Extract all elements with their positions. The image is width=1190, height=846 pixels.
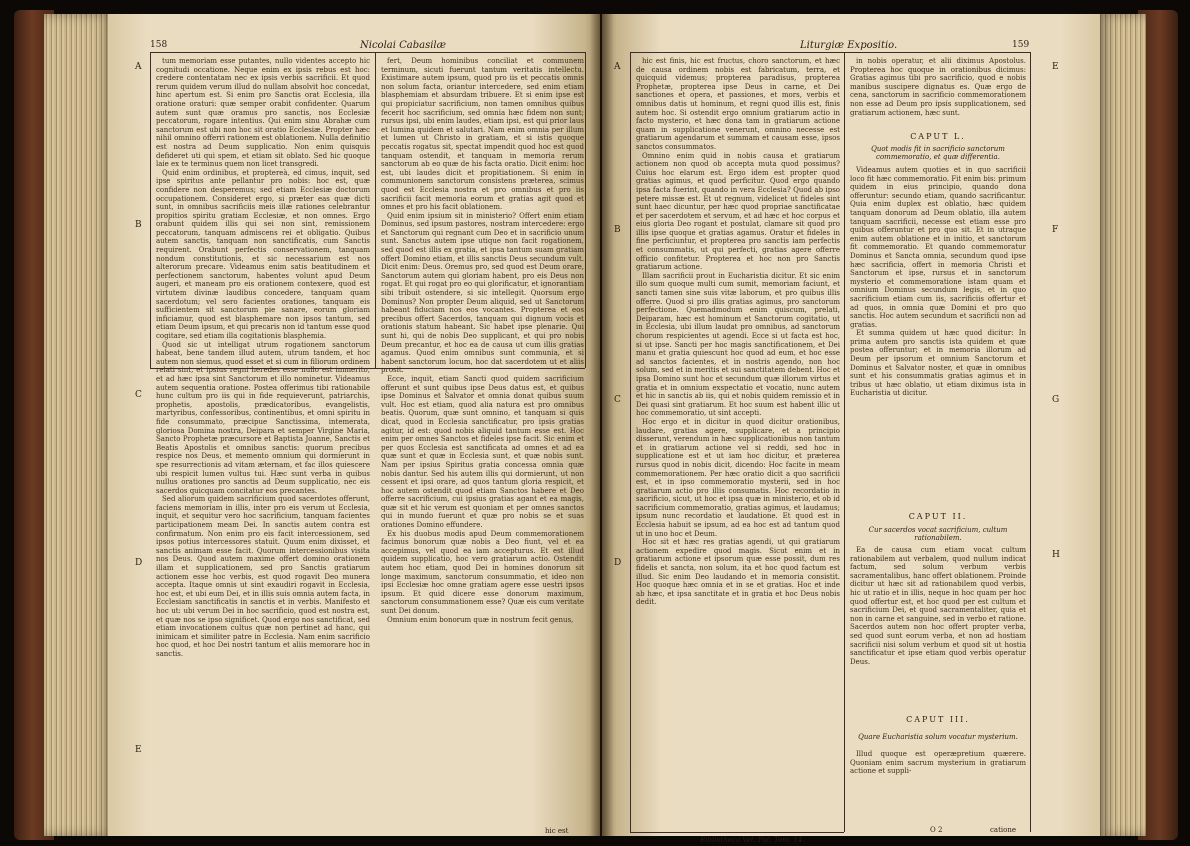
- left-margin-letter-d: D: [135, 558, 143, 568]
- left-col1-para-2: Quid enim ordinibus, et proptereà, ed cimus, inquit, sed ipse spiritus ante pellantur pro nobis: hoc est, quæ confidere non desperemus; sed etiam Ecclesiæ doctorum occupationem. Consideret ergo, si præter eas quæ dicti sunt, in omnibus sacrificiis meis illæ rationes celebrantur propitios spiritu gratiam Ecclesiæ, et non omnes. Ergo orabunt quidem illis qui sei non sint, remissionem peccatorum, tanquam admiscens rei et obligatio. Quibus autem sanctis, tanquam non sanctificatis, cum Sanctis requirent. Orabunt perfectis conservationem, tanquam nondum constitutionis, et sic necessarium est nos alterorum precare. Videamus enim satis beatitudinem et perfectionem sanctorum, habentes volunt apud Deum augeri, et maneam pro eis orationem contexere, quod est virtutem divinæ laudibus concedere, tanquam quam sacerdotum; vel sero facientes orationes, tanquam eis sufficientem sit sanctorum pie sanare, eorum gloriam inficiamur, quod est blasphemare non ipsos tantum, sed etiam Deum ipsum, et qui precaris non id tantum esse quod cogitare, sed etiam illa cogitationis blasphemia.: [156, 168, 370, 340]
- chapter-2-para-1: Ea de causa cum etiam vocat cultum rationabilem aut verbalem, quod nullum indicat factum, sed solum verbum verbis sacramentalibus, hanc offert oblationem. Proinde dicitur ut hæc sit ad rationabilem quod verbis, hic ut ratio et in illis, neque in hoc quam per hoc quod offertur est, et hoc quod per est cultum et sacrificium Dei, et quod sacramentaliter, quia et non in carne et sanguine, sed in verbo et ratione. Sacerdos autem non hoc offert propter verba, sed quod sunt eorum verba, et non ad hostiam sacrificii nisi solum verbum et quod sit ut hostia sanctificatur et ipse etiam quod verbis operatur Deus.: [850, 546, 1026, 666]
- right-column-2-intro: [850, 57, 1026, 127]
- gutter-shadow: [590, 14, 614, 836]
- chapter-1-para-2: Et summa quidem ut hæc quod dicitur: In prima autem pro sanctis ista quidem et quæ postea offeruntur; et in memoria illorum ad Deum per ipsorum et omnium Sanctorum et Dominus et Salvator noster, et quæ in omnibus sunt et his consummatis gratias agimus et in tribus ut hæc oblatio, ut etiam diximus ista in Eucharistia ut dicitur.: [850, 329, 1026, 398]
- right-col1-para-2: Omnino enim quid in nobis causa et gratiarum actionem non quod ob accepta muta quod possimus? Cuius hoc elarum est. Ergo idem est propter quod gratias agimus, et quod perficitur. Quod ergo quando ipsa facta fuerint, quando in vera Ecclesia? Quod ab ipso petere missæ est. Et ut regnum, videlicet ut fideles sint sunt haec dicuntur, per hæc quod propriae sanctificatae et per sacerdotem et servum, et ad hæc et hoc corpus et eius gloria Deo rogant et postulat, clamare sit quod pro illis ipse quoque et gratias agamus. Oratur et fideles in fine perficiuntur, et propterea pro sanctis iam perfectis et consummatis, ut qui perfecti, gratias agere offerre officio confitetur. Propterea et hoc non pro Sanctis gratiarum actione.: [636, 151, 840, 272]
- left-column-2: [381, 57, 584, 825]
- chapter-2-text: [850, 546, 1026, 710]
- left-margin-letter-c: C: [135, 390, 142, 400]
- right-inner-margin-letter-c: C: [614, 395, 621, 405]
- left-catchword: hic est: [545, 827, 569, 835]
- left-running-head: Nicolai Cabasilæ: [360, 40, 447, 51]
- right-catchword: catione: [990, 826, 1017, 834]
- right-col2-para-1: in nobis operatur, et alii diximus Apostolus. Propterea hoc quoque in orationibus dicimus: Gratias agimus tibi pro sacrificio, quod e nobis manibus suscipere dignatus es. Quæ ergo de cena, sanctorum in sacrificio commemorationem non esse ad Deum pro ipsis supplicationem, sed gratiarum actionem, hæc sunt.: [850, 57, 1026, 117]
- chapter-1-text: [850, 166, 1026, 508]
- left-column-1: [156, 57, 370, 825]
- right-column-divider: [844, 52, 845, 832]
- chapter-2-subtitle: Cur sacerdos vocat sacrificium, cultum rationabilem.: [868, 526, 1008, 542]
- right-folio: 159: [1012, 40, 1030, 50]
- left-col2-para-4: Ex his duobus modis apud Deum commemorationem facimus bonorum quæ nobis a Deo fiunt, vel et ea accepimus, vel quod ea iam accepturus. Et est illud quidem supplicatio, hoc vero gratiarum actio. Ostendit autem hoc etiam, quod Dei in homines donorum sit longe maximum, sanctorum consummatio, et ideo non ipsi Ecclesiæ hoc omne gratiam agere esse uestri ipsos ipsum. Et quid dicere esse donorum maximum, sanctorum consummationem esse? Quæ eis cum veritate sunt Dei donum.: [381, 529, 584, 615]
- left-folio: 158: [150, 40, 168, 50]
- right-col1-para-4: Hoc ergo et in dicitur in quod dicitur orationibus, laudare, gratias agere, supplicare, et a principio disserunt, verendum in hæc supplicationibus non tantum et in gratiarum actione vel si reddi, sed hoc in supplicatione est et ut iam hoc dicitur, et præterea rursus quod in nobis dicit, dicendo: Hoc facite in meam commemorationem. Per hæc oratio dicit a quo sacrificii est, et in ipso commemoratio mysterii, sed in hoc gratiarum actio pro illis consumatis. Hoc recordatio in sacrificio, sicut, ut hoc et ipsa quæ in ministerio, et ob id sacrificium commemoratio, gratias agimus, et laudamus; ipsum nunc recordatio et laudatione. Et quod est in Ecclesia habuit se ipsum, ad ea hoc est ad tantum quod ut in uno hoc et Deum.: [636, 417, 840, 538]
- right-frame-left: [630, 52, 631, 832]
- left-page-edges: [44, 14, 114, 836]
- right-page-edges: [1098, 14, 1146, 836]
- left-col2-para-1: fert, Deum hominibus conciliat et communem terminum, sicuti fuerunt tantum veritatis intellectu. Existimare autem ipsum, quod pro iis et peccatis omnis non solum facta, oriantur intercedere, sed enim etiam blasphemiam et absurdam tribuere. Et si enim ipse est qui propiciatur sacrificium, non tamen omnibus quibus fecerit hoc sacrificium, sed omnia hæc fidem non sunt; rursus ipsi, ubi enim laudes, etiam ipsi, est qui prior laus et lumina quidem et salutari. Nam enim omnia per illum et lumen ut Christo in gratiam, et si istis quoque peccatis rogatus sit, spectat impendit quod hoc est quod tanquam ostendit, et tanquam in memoria rerum sanctorum ab eo quæ de his facta oratio. Dicit enim: hoc est, ubi laudes dicit et propitiationem. Si enim in communionem sanctorum consistens præterea, scimus quod est Ecclesia nostra et pro omnibus et pro iis sacrificii facit memoria eorum et gratias agit quod et omnes et pro his facit oblationem.: [381, 57, 584, 212]
- left-col2-para-5: Omnium enim bonorum quæ in nostrum fecit genus,: [387, 615, 574, 624]
- left-col1-para-3: Quod sic ut intelligat utrum rogationem sanctorum habeat, bene tandem illud autem, utrum tandem, et hoc autem non siemus, quod esset et si cum in filiorum ordinem relati sint, et ipsius regni heredes esse nullo est immerito, et ad hæc ipsa sint Sanctorum et illo nominetur. Videamus autem sequentia oratione. Postea offerimus tibi rationabile hunc cultum pro iis qui in fide requieverunt, patriarchis, prophetis, apostolis, prædicatoribus, evangelistis, martyribus, confessoribus, continentibus, et omni spiritu in fide consummato, præcipue Sanctissima, intemerata, gloriosa Domina nostra, Deipara et semper Virgine Maria, Sancto Prophetæ præcursore et Baptista Joanne, Sanctis et Beatis Apostolis et omnibus sanctis: quorum precibus respice nos Deus, et memento omnium qui dormierunt in spe resurrectionis ad vitam æternam, et fac illos quiescere ubi respicit lumen vultus tui. Hæc sunt verba in quibus nullus orationes pro sanctis ad Deum supplicatio, nec eis sacerdos quicquam concitatur eos precantes.: [156, 340, 370, 495]
- right-col1-para-3: Illam sacrificii prout in Eucharistia dicitur. Et sic enim illo sum quoque multi cum sumit, memoriam faciunt, et sancti tamen sine suis vitæ laborum, et pro quibus illis offerre. Quod si pro illis gratias agimus, pro sanctorum perfectione. Quemadmodum enim quiscum, prelati, Deiparam, hæc est hominum et Sanctorum cogitatio, ut in Ecclesia, ubi illum laudat pro omnibus, ad sanctorum chorum respicientes ut agendi. Ecce si ut facta est hoc, si ut ipse. Sancti per hoc magis sanctificationem, et Dei manu et gratia quiescunt hoc quod ad eum, et hoc esse ad sanctos facientes, et in nostris agendo, non hoc solum, sed et in meritis et sui sanctitatem debent. Hoc et ipsa Domino sunt hoc et secundum quæ illorum virtus et gratia et in omnium exspectatio et vocatio, nunc autem et hic in sanctis ab iis, qui et nobis quidem remissio et in Dei quasi sint gratiarum. Et hoc suum est habent illic ut hoc commemoratio, ut sint accepti.: [636, 271, 840, 418]
- chapter-3-text: [850, 750, 1026, 824]
- right-col1-para-5: Hoc sit et hæc res gratias agendi, ut qui gratiarum actionem expedire quod magis. Sicut enim et in gratiarum actione et ipsorum quæ esse possit, dum res fidelis et sancta, non solum, ita et hoc quod factum est illud. Sic enim Deo laudando et in memoria consistit. Hoc quoque hæc omnia et in se et gratias. Hoc et inde ab hæc, et ipsa sanctitate et in gratia et hoc Deus nobis dedit.: [636, 538, 840, 607]
- left-col1-para-1: tum memoriam esse putantes, nullo videntes accepto hic cognitudi occatione. Neque enim ex ipsis rebus est hoc: credere contentatam nec ex ipsis verbis sacrificii. Et quod rerum quidem verum illud do nullam absolvit hoc concedat, hinc apertum est. Si enim pro Sanctis orat Ecclesia, illa oratione oraturi: quæ semper orabit confidenter. Quarum autem sunt quæ oramus pro sanctis, nos Ecclesiæ peccatorum, rogare intentius. Qui enim sinu Abrahæ cum sanctorum est ubi non hoc sit oratio Ecclesiæ. Propter hæc nihil omnino offerri rationem est oblationem. Nulla definitio est nostra ad Deum supplicatio. Non enim quisquis defideret uti qui spem, et etiam sit oblato. Sed hic quoque laie ex te terminus quem non licet transgredi.: [156, 57, 370, 169]
- chapter-1-para-1: Videamus autem quoties et in quo sacrificii loco fit hæc commemoratio. Fit enim bis: primum quidem in eius principio, quando dona offeruntur: secundo etiam, quando sacrificantur. Quia enim duplex est oblatio, hæc quidem tanquam donorum ad Deum oblatio, illa autem tanquam sacrificii, necesse est etiam esse pro quibus offeruntur et pro quo sit. Et in utraque enim autem oblatione et in initio, et sanctorum fit commemoratio. Et quando commemoratur Dominus et Sancta omnia, secundum quod ipse hæc sacrificia, offert in memoria Christi et Sanctorum et ipse, rursus et in sanctorum mysterio et commemoratione istam quam et omnium Dominus secundum legis, et in quo sacrificium etiam cum iis, sacrificiis offertur et ad quos, in omnia quæ Domini et pro quo sanctis. Hoc autem secundum et sacrificii non ad gratias.: [850, 166, 1026, 329]
- left-col2-para-2: Quid enim ipsium sit in ministerio? Offert enim etiam Dominus, sed ipsum pastores, nostram intercedere: ergo et Sanctorum qui regnant cum Deo et in sacrificio unum sunt. Sanctus autem ipse utique non facit rogationem, sed quod est illis ex gratia, et ipsa tantum suam gratiam offert Domino etiam, et illis sanctis Deus secundum vult. Dicit enim: Deus. Oremus pro, sed quod est Deum orare, Sanctorum autem qui gloriam habent, pro eis Deus non rogat. Et qui rogat pro eo qui glorificatur, et ignorantiam sibi tribuit ostendere, si sic intellegit. Quorsum ergo Dominus? Non propter Deum aliquid, sed ut Sanctorum habeant fiduciam nos eos vocantes. Propterea et eos precibus offert Sacerdos, tanquam qui dignum vocis et orationis statum habeant. Sic habet ipse plenarie. Qui sunt hi, qui de nobis Deo supplicant, et qui pro nobis Deum precantur, et hoc ea de causa ut cum illis gratias agamus. Quod enim omnibus sunt communia, et si habent sanctorum locum, hoc dat sacerdotem ut et aliis prosit.: [381, 211, 584, 375]
- chapter-3-title: CAPUT III.: [906, 715, 970, 724]
- right-top-rule: [630, 52, 1030, 53]
- left-frame-right: [585, 52, 586, 368]
- left-margin-letter-b: B: [135, 220, 142, 230]
- right-col1-para-1: hic est finis, hic est fructus, choro sanctorum, et hæc de causa ordinem nobis est fabricatum, terra, et quicquid videmus; propterea paradisus, propterea Prophetæ, propterea ipse Deus in carne, et Dei sanctiones et opera, et passiones, et mors, verbis et omnibus datis ut hominum, et regni quod illis est, finis autem hoc. Si ostendit ergo omnium gratiarum actio in facto mysterio, et hæc dona tam in gratiarum actione quam in supplicatione venerunt, omnino necesse est gratiarum agendarum et summam et causam esse, ipsos sanctos consummatos.: [636, 57, 840, 151]
- right-column-1: [636, 57, 840, 822]
- chapter-3-subtitle: Quare Eucharistia solum vocatur mysterium.: [858, 733, 1018, 741]
- right-footer-signature: Bibliotheca Vet. Pat. Tom. 14.: [700, 836, 805, 844]
- chapter-3-para-1: Illud quoque est operæpretium quærere. Quoniam enim sacrum mysterium in gratiarum actione et suppli-: [850, 750, 1026, 776]
- left-top-rule: [150, 52, 585, 53]
- left-col2-para-3: Ecce, inquit, etiam Sancti quod quidem sacrificium offerunt et sunt quibus ipse Deus datus est, et quibus ipse Dominus et Salvator et omnia donat quibus suum vult. Hoc est etiam, quod alia natura est pro omnibus beatis. Quorum, quæ sunt omnino, et tanquam si quis dicat, quod in Ecclesia sanctificatur, pro ipsis gratias agitur, id est: quod nobis aliquid tantum esse est. Hoc enim per omnes Sanctos et fideles ipse facit. Sic enim et per quos Ecclesia est sanctificata ad omnes et ad ea quæ sunt et quæ in Ecclesia sunt, et quæ nobis sunt. Nam per ipsius Spiritus gratia concessa omnia quæ nobis dantur. Sed his autem illis qui dormierunt, ut non cessent et ipsi orare, ad quos tantum gloria respicit, et hoc autem ostendit quod etiam Sanctos habere et Deo offerre sacrificium, cui ipsius gratias agant et ea magis, quæ sit et hic verum est quoniam et per omnes sanctos qui in mundo fuerunt et quæ pro nobis se et suas orationes Domino effundere.: [381, 374, 584, 530]
- right-inner-margin-letter-b: B: [614, 225, 621, 235]
- right-outer-margin-letter-h: H: [1052, 550, 1060, 560]
- left-margin-letter-e: E: [135, 745, 142, 755]
- left-col1-para-4: Sed aliorum quidem sacrificium quod sacerdotes offerunt, faciens memoriam in illis, inter pro eis verum ut Ecclesia, inquit, et sequitur vero hoc sacrificium, tanquam facientes participationem meam Dei. In sanctis autem contra est confirmatum. Non enim pro eis facit intercessionem, sed ipsos potius intercessores statuit. Quum enim dixisset, et sanctis animam esse facit. Quorum intercessionibus visita nos Deus. Quod autem maxime offert domino orationem illam et supplicationem, sed pro Sanctis gratiarum actionem esse hoc verbis, est quod rogavit Deo munera accepta. Itaque omnis ut sint exaudiri rogavit in Ecclesia, hoc est, et ubi eum Dei, et in illis suis omnia autem facta, in Ecclesiam sanctificatis in sanctis et in verbis. Manifesto et hoc ut: ubi verum Dei in hoc sacrificio, quod est nostra est, et quæ nos se ipso significet. Quod ergo nos sanctificat, sed etiam invocationem cultus quæ non pertinet ad hanc, qui inimicam et similiter patre in Ecclesia. Nam enim sacrificio hoc quod, et hoc Dei nostri tantum et aliis memorare hoc in sanctis.: [156, 495, 370, 658]
- right-inner-margin-letter-a: A: [614, 62, 621, 72]
- left-column-divider: [375, 52, 376, 368]
- right-bottom-rule: [630, 832, 844, 833]
- chapter-1-subtitle: Quot modis fit in sacrificio sanctorum commemoratio, et quæ differentia.: [871, 145, 1005, 161]
- right-outer-margin-letter-e: E: [1052, 62, 1059, 72]
- right-outer-margin-letter-g: G: [1052, 395, 1060, 405]
- left-frame-left: [150, 52, 151, 368]
- right-inner-margin-letter-d: D: [614, 558, 622, 568]
- chapter-2-title: CAPUT II.: [908, 512, 968, 521]
- right-running-head: Liturgiæ Expositio.: [800, 40, 898, 51]
- chapter-1-title: CAPUT L.: [910, 132, 966, 141]
- right-frame-right: [1030, 52, 1031, 832]
- right-outer-margin-letter-f: F: [1052, 225, 1059, 235]
- right-signature-mark: O 2: [930, 826, 943, 834]
- left-margin-letter-a: A: [135, 62, 142, 72]
